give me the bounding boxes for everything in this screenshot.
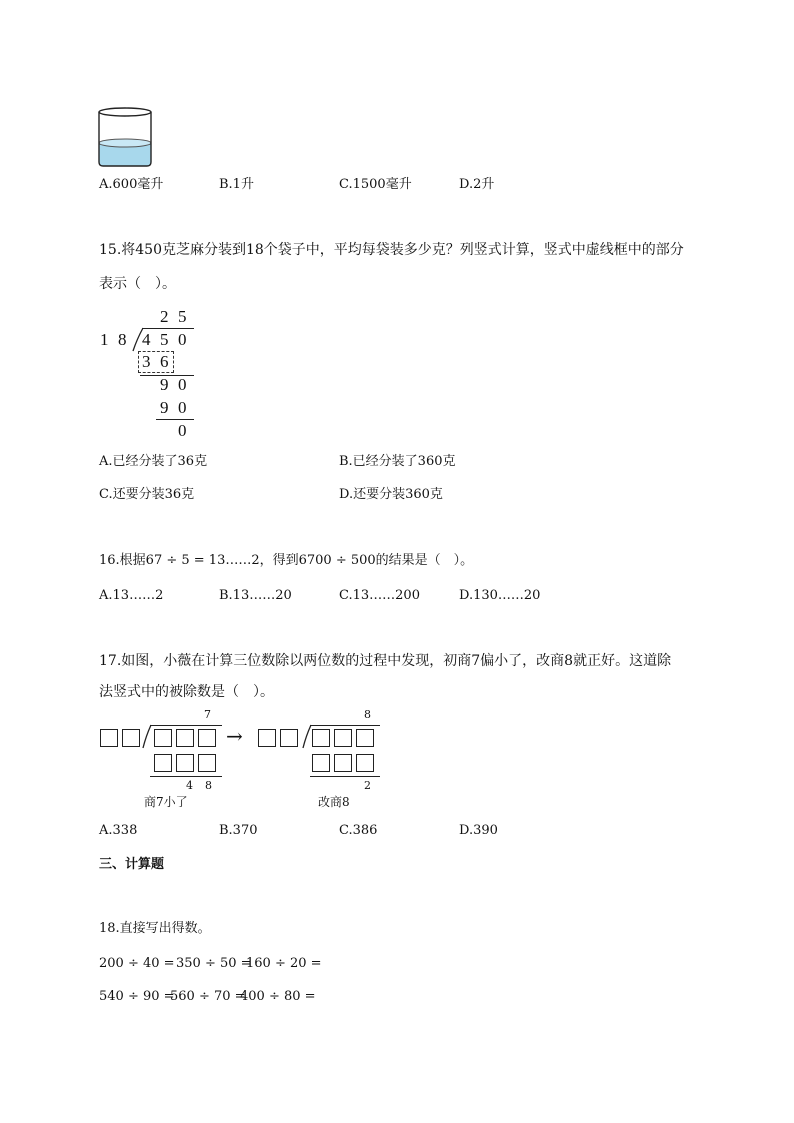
product-box xyxy=(334,754,352,772)
q16-option-c[interactable]: C.13……200 xyxy=(339,588,420,603)
q16-option-b[interactable]: B.13……20 xyxy=(219,588,292,603)
product-box xyxy=(198,754,216,772)
product-box xyxy=(356,754,374,772)
q18-expression: 350 ÷ 50 = xyxy=(176,956,252,971)
division-bar xyxy=(310,725,380,726)
remainder-digit: 0 xyxy=(178,421,187,440)
q15-option-d[interactable]: D.还要分装360克 xyxy=(339,487,443,502)
q17-right-division xyxy=(256,708,386,814)
q18-expression: 200 ÷ 40 = xyxy=(99,956,175,971)
q15-option-b[interactable]: B.已经分装了360克 xyxy=(339,454,456,469)
q18-expression: 560 ÷ 70 = xyxy=(170,989,246,1004)
q17-arrow: → xyxy=(226,724,243,748)
right-quotient: 8 xyxy=(364,708,371,721)
subtraction-line xyxy=(310,776,380,777)
q18-expression: 400 ÷ 80 = xyxy=(240,989,316,1004)
q16-stem: 16.根据67 ÷ 5 = 13……2，得到6700 ÷ 500的结果是（ ）。 xyxy=(99,553,474,568)
product-box xyxy=(176,754,194,772)
divisor-digit: 8 xyxy=(118,330,127,349)
q14-option-d[interactable]: D.2升 xyxy=(459,177,495,192)
divisor-box xyxy=(258,729,276,747)
q14-option-b[interactable]: B.1升 xyxy=(219,177,254,192)
divisor-box xyxy=(122,729,140,747)
dividend-box xyxy=(356,729,374,747)
q17-option-d[interactable]: D.390 xyxy=(459,823,498,838)
dividend-digit: 4 xyxy=(142,330,151,349)
dividend-box xyxy=(154,729,172,747)
division-bracket xyxy=(142,724,152,750)
q16-option-a[interactable]: A.13……2 xyxy=(99,588,164,603)
divisor-digit: 1 xyxy=(100,330,109,349)
left-quotient: 7 xyxy=(204,708,211,721)
q15-option-a[interactable]: A.已经分装了36克 xyxy=(99,454,208,469)
q17-stem-line1: 17.如图，小薇在计算三位数除以两位数的过程中发现，初商7偏小了，改商8就正好。这道除 xyxy=(99,653,672,669)
section-heading: 三、计算题 xyxy=(99,857,165,872)
q17-option-b[interactable]: B.370 xyxy=(219,823,258,838)
dividend-digit: 5 xyxy=(160,330,169,349)
step1-digit: 6 xyxy=(160,352,169,371)
q15-stem-line2: 表示（ ）。 xyxy=(99,276,176,292)
step2-digit: 0 xyxy=(178,375,187,394)
dividend-box xyxy=(198,729,216,747)
product-box xyxy=(312,754,330,772)
dividend-digit: 0 xyxy=(178,330,187,349)
divisor-box xyxy=(100,729,118,747)
q17-stem-line2: 法竖式中的被除数是（ ）。 xyxy=(99,684,274,700)
q15-option-c[interactable]: C.还要分装36克 xyxy=(99,487,195,502)
division-bracket xyxy=(302,724,312,750)
dividend-box xyxy=(334,729,352,747)
step2-digit: 9 xyxy=(160,375,169,394)
left-remainder-digit: 8 xyxy=(205,779,212,792)
q17-option-c[interactable]: C.386 xyxy=(339,823,378,838)
step1-digit: 3 xyxy=(142,352,151,371)
q14-option-c[interactable]: C.1500毫升 xyxy=(339,177,412,192)
q18-expression: 160 ÷ 20 = xyxy=(246,956,322,971)
q17-left-division xyxy=(98,708,228,814)
divisor-box xyxy=(280,729,298,747)
subtraction-line xyxy=(150,776,222,777)
dividend-box xyxy=(176,729,194,747)
q14-option-a[interactable]: A.600毫升 xyxy=(99,177,164,192)
left-caption: 商7小了 xyxy=(144,795,188,809)
step3-digit: 9 xyxy=(160,398,169,417)
q15-stem-line1: 15.将450克芝麻分装到18个袋子中，平均每袋装多少克？列竖式计算，竖式中虚线框中的部分 xyxy=(99,242,684,258)
division-bar xyxy=(142,328,194,329)
product-box xyxy=(154,754,172,772)
step3-digit: 0 xyxy=(178,398,187,417)
right-caption: 改商8 xyxy=(318,795,350,809)
q18-stem: 18.直接写出得数。 xyxy=(99,921,211,936)
quotient-digit: 2 xyxy=(160,307,169,326)
beaker-illustration xyxy=(96,106,154,168)
q15-long-division xyxy=(96,305,206,443)
left-remainder-digit: 4 xyxy=(186,779,193,792)
subtraction-line xyxy=(156,419,194,420)
q16-option-d[interactable]: D.130……20 xyxy=(459,588,541,603)
right-remainder-digit: 2 xyxy=(364,779,371,792)
division-bar xyxy=(150,725,222,726)
beaker-icon xyxy=(96,106,154,168)
dividend-box xyxy=(312,729,330,747)
q17-option-a[interactable]: A.338 xyxy=(99,823,138,838)
q18-expression: 540 ÷ 90 = xyxy=(99,989,175,1004)
quotient-digit: 5 xyxy=(178,307,187,326)
